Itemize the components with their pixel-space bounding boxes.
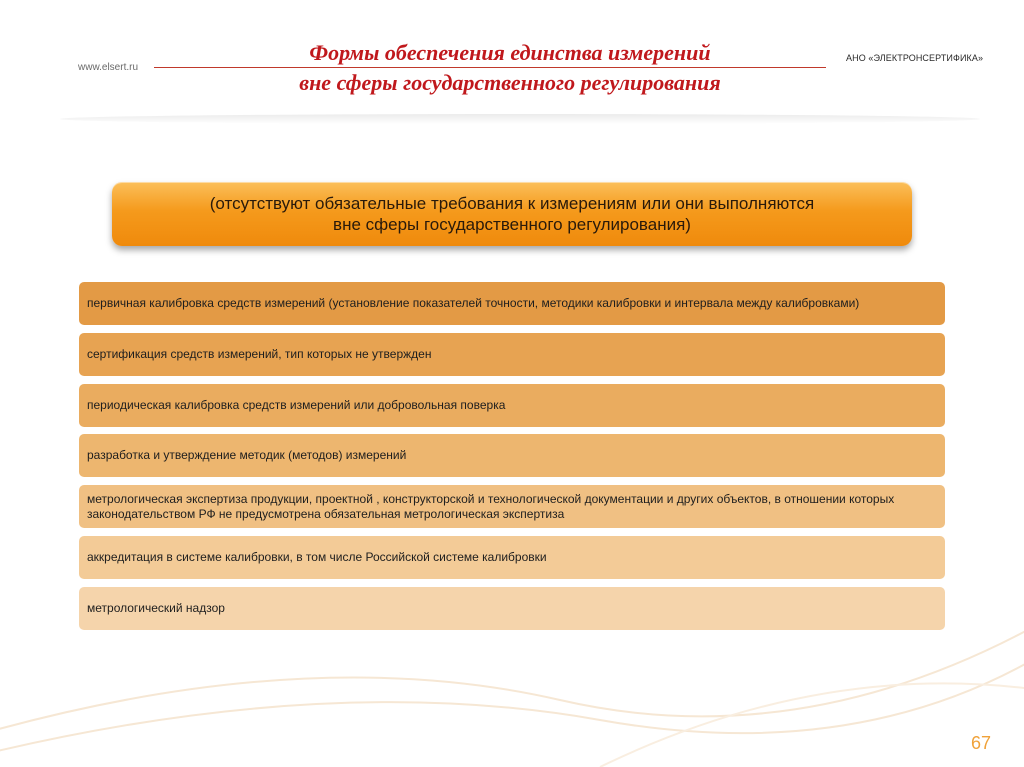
list-item-label: метрологический надзор [87,601,225,615]
organization-name: АНО «ЭЛЕКТРОНСЕРТИФИКА» [846,53,984,63]
page-number: 67 [971,733,992,753]
list-item-certification [79,333,945,376]
page-title [210,38,810,98]
subtitle-banner [112,182,912,246]
header-shadow [60,114,980,124]
list-item-label: метрологическая экспертиза продукции, проектной , конструкторской и технологической документации и других объектов, в отношении которых законодательством РФ не предусмотрена обязательная метрологическая экспертиза [87,491,895,521]
banner-line-1: (отсутствуют обязательные требования к измерениям или они выполняются [209,194,815,213]
title-line-2: вне сферы государственного регулирования [299,70,721,95]
title-line-1: Формы обеспечения единства измерений [309,40,711,65]
list-item-metrological-expertise [79,485,945,528]
list-item-label: первичная калибровка средств измерений (установление показателей точности, методики калибровки и интервала между калибровками) [87,296,860,310]
list-item-primary-calibration [79,282,945,325]
list-item-label: аккредитация в системе калибровки, в том числе Российской системе калибровки [87,550,547,564]
website-url[interactable]: www.elsert.ru [78,62,139,73]
list-item-accreditation [79,536,945,579]
banner-line-2: вне сферы государственного регулирования) [333,215,691,234]
list-item-label: разработка и утверждение методик (методов) измерений [87,448,407,462]
list-item-periodic-calibration [79,384,945,427]
list-item-label: периодическая калибровка средств измерений или добровольная поверка [87,398,506,412]
list-item-methods-development [79,434,945,477]
list-item-label: сертификация средств измерений, тип которых не утвержден [87,347,432,361]
list-item-metrological-supervision [79,587,945,630]
